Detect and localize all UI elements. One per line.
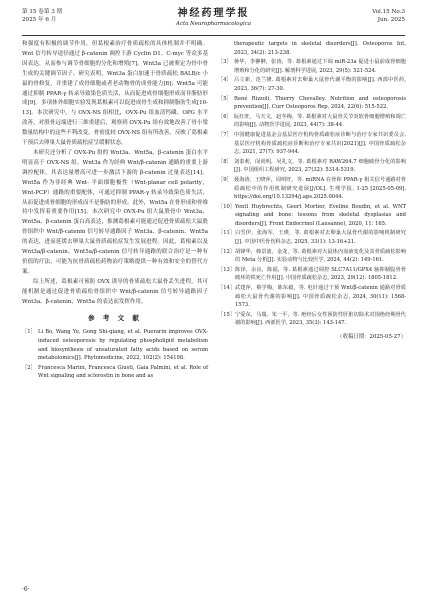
reference-text: René Rizzoli, Thierry Chevalley. Nutrition and osteoporosis prevention[J]. Curr Osteoporos Rep, 2024, 22(6): 515-522. bbox=[234, 95, 406, 111]
reference-number: ［12］ bbox=[218, 248, 235, 255]
reference-item bbox=[218, 284, 406, 310]
reference-number: ［3］ bbox=[218, 59, 232, 66]
received-date: （收稿日期：2025-05-27） bbox=[337, 334, 406, 340]
date-en: Jun. 2025 bbox=[377, 17, 405, 23]
reference-number: ［7］ bbox=[218, 131, 232, 138]
reference-number: ［4］ bbox=[218, 77, 232, 84]
reference-item bbox=[218, 266, 406, 283]
left-column bbox=[22, 40, 208, 382]
reference-item bbox=[218, 95, 406, 112]
reference-item bbox=[218, 176, 406, 202]
reference-text: 宁爱东，马瑞，朱一平，等. 绝经后女性预防性肝脏切除术对围绝经期骨代谢的影响[J]. 西部医学, 2023, 35(3): 143-147. bbox=[234, 311, 406, 327]
reference-item bbox=[218, 229, 406, 246]
right-column bbox=[218, 40, 406, 340]
header-center bbox=[22, 8, 405, 28]
reference-text: 吕立新，范兰隆. 葛根素对去卵巢大鼠骨代谢平衡的影响[J]. 西部中医药, 2023, 36(7): 27-30. bbox=[234, 77, 406, 92]
reference-item bbox=[218, 203, 406, 229]
reference-item bbox=[218, 58, 406, 75]
volume-cn: 第 15 卷第 3 期 bbox=[22, 9, 63, 15]
reference-number: ［9］ bbox=[218, 176, 232, 183]
reference-text: 陈泽，余良，陈福，等. 葛根素通过调控 SLC7A11/GPX4 轴抑制股骨骨破坏的铁死亡作用[J]. 中国骨质疏松杂志, 2023, 29(12): 1805-1812. bbox=[234, 266, 406, 282]
header-right bbox=[372, 8, 405, 24]
header-rule bbox=[22, 35, 405, 36]
body-paragraph: 本研究还分析了 OVX-Pu 组的 Wnt3a、Wnt5a、β-catenin 蛋白水平明显高于 OVX-NS 组。Wnt3a 作为经典 Wnt/β-catenin 通路的重要上游调控配体，其表达量增高可进一步激活下游的 β-catenin 过量表达[14]。Wnt5a 作为非经典 Wnt- 平面细胞极性（Wnt-planar cell polarity，Wnt-PCP）通路的重要配体，可通过抑制 PPAR-γ 转录导致染色质失活，从而促进成骨细胞的形成而不是脂肪的形成。此外，Wnt5a 在骨形成和骨维持中发挥着重要作用[15]。本次研究中 OVX-Pu 组大鼠股骨中 Wnt3a、Wnt5a、β-catenin 蛋白高表达，推测葛根素可能通过促进骨质疏松大鼠股骨组织中 Wnt/β-catenin 信号转导通路因子 Wnt3a、β-catenin、Wnt5a 的表达，进而延缓去卵巢大鼠骨质疏松症发生发展进程。因此，葛根素以及 Wnt3a/β-catenin、Wnt5a/β-catenin 信号转导通路的联合治疗是一种有价值的疗法，可能为抗骨质疏松药物治疗策略提供一种有效和安全的替代方案。 bbox=[22, 149, 208, 275]
reference-text: Li Bo, Wang Yu, Gong Shi-qiang, et al. Puerarin improves OVX-induced osteoporosis by regulating phospholipid metabolism and biosynthesis of unsaturated fatty acids based on serum metabolomics[J]. Phytomedicine, 2022, 102(2): 154198. bbox=[38, 329, 208, 362]
reference-text: Yentl Huybrechts, Geert Mortier, Eveline Boudin, et al. WNT signaling and bone: lessons from skeletal dysplasias and disorders[J]. Front Endocrinol (Lausanne), 2020, 11: 165. bbox=[234, 203, 406, 227]
body-paragraph: 和强度有积极的调节作用，但葛根素治疗骨质疏松的具体机制并不明确。Wnt 信号转导途径通过 β-catenin 调控下游 Cyclin D1、C-myc 等众多基因表达，从而参与调节骨细胞的分化和增殖[7]。Wnt3a 已被鉴定为骨中骨生成的关键调节因子。研究表明，Wnt3a 蛋白加速于骨质疏松 BALB/c 小鼠的骨修复，并重建了成骨细胞或者老动物骨的成骨能力[8]；Wnt5a 可能通过抑制 PPAR-γ 转录导致染色质失活，从而促进成骨细胞形成而非脂肪形成[9]。多项体外细胞实验发现葛根素可以促进成骨生成和抑制脂肪生成[10-13]。本次研究中，与 OVX-NS 组相比，OVX-Pu 组血清钙磷、OPG 水平改善，对股骨远端进行三维重建后，观察到 OVX-Pu 组有效地改善了骨小梁数量结构中的这些不利改变，骨密度较 OVX-NS 组有所改善，反映了葛根素干预后去卵巢大鼠骨质疏松症呈缓解状态。 bbox=[22, 41, 208, 147]
page-header bbox=[22, 8, 405, 34]
date-cn: 2025 年 6 月 bbox=[22, 17, 57, 23]
body-paragraph: 综上所述，葛根素可预防 OVX 诱导的骨质疏松大鼠骨丢失进程，其可能机制是通过促进骨质疏松骨组织中 Wnt/β-catenin 信号转导通路因子 Wnt3a、β-catenin、Wnt5a 的表达而发挥作用。 bbox=[22, 278, 208, 305]
references-heading: 参 考 文 献 bbox=[88, 314, 142, 323]
reference-item bbox=[22, 364, 208, 381]
reference-text: 聂海涛，王晓萍，周明旺，等. miRNA 在骨和 PPAR-γ 相关信号通路对骨质疏松中的作用机制研究进展[J/OL]. 生理学报, 1-25 [2025-05-09]. https://doi.org/10.13294/j.aps.2025.0044. bbox=[234, 176, 406, 201]
reference-text: 白雪伊，张海军，王瑛，等. 葛根素对去卵巢大鼠骨代谢的影响机制研究[J]. 中国中医骨伤科杂志, 2025, 33(1): 13-16+21. bbox=[234, 230, 406, 246]
reference-text: 武建萍，蔡学梅，陈东毅，等. 电针通过干预 Wnt/β-catenin 通路对骨质疏松大鼠骨代谢的影响[J]. 中国骨质疏松杂志, 2024, 30(11): 1568-1573. bbox=[234, 285, 406, 309]
reference-item bbox=[218, 311, 406, 328]
volume-en: Vol.15 No.3 bbox=[372, 9, 405, 15]
journal-title-cn: 神经药理学报 bbox=[177, 8, 250, 19]
reference-text: 胡锋华，韩景波，金龙，等. 葛根素对大鼠体内血液变化及其骨质疏松影响的 Meta 分析[J]. 实验动物与比较医学, 2024, 44(2): 149-161. bbox=[234, 248, 406, 264]
reference-number: ［15］ bbox=[218, 311, 235, 318]
reference-item bbox=[218, 113, 406, 130]
reference-item bbox=[218, 248, 406, 265]
reference-number: ［13］ bbox=[218, 266, 235, 273]
reference-number: ［1］ bbox=[22, 329, 36, 336]
reference-continuation: therapeutic targets in skeletal disorders[J]. Osteoporos Int, 2023, 34(2): 213-238. bbox=[234, 41, 406, 56]
reference-text: 蒋华，李翀翀，张涛，等. 葛根素通过下调 miR-23a 促进小鼠前成骨细胞增殖和分化的研究[J]. 解剖科学进展, 2023, 29(5): 521-524. bbox=[234, 59, 406, 74]
reference-text: 刘泰莉，闵尚明，吴礼文，等. 葛根素对 RAW264.7 细胞破骨分化的影响[J]. 中国组织工程研究, 2023, 27(32): 5314-5319. bbox=[234, 158, 406, 174]
reference-number: ［6］ bbox=[218, 113, 232, 120]
reference-text: Francesca Marini, Francesca Giusti, Gaia Palmini, et al. Role of Wnt signaling and sclerostin in bone and as bbox=[38, 364, 208, 380]
reference-number: ［5］ bbox=[218, 95, 232, 102]
reference-number: ［2］ bbox=[22, 364, 36, 371]
reference-item bbox=[218, 76, 406, 93]
reference-item bbox=[22, 328, 208, 362]
reference-number: ［10］ bbox=[218, 203, 235, 210]
reference-item bbox=[218, 158, 406, 175]
reference-number: ［8］ bbox=[218, 158, 232, 165]
reference-number: ［11］ bbox=[218, 230, 235, 237]
reference-number: ［14］ bbox=[218, 285, 235, 292]
reference-text: 中国健康促进基金会基层医疗机构骨质疏松症诊断与治疗专家共识委员会. 基层医疗机构骨质疏松症诊断和治疗专家共识(2021)[J]. 中国骨质疏松杂志, 2021, 27(7): 937-944. bbox=[234, 131, 406, 156]
reference-item bbox=[218, 131, 406, 157]
reference-text: 阮红旺，马天文，赵冬梅，等. 葛根素对大鼠骨关节炎软骨细胞增殖和凋亡的影响[J]. 动物医学进展, 2023, 44(7): 38-44. bbox=[234, 113, 406, 129]
page-number: ·6· bbox=[22, 586, 30, 593]
journal-title-en: Acta Neuropharmacologica bbox=[176, 21, 251, 27]
